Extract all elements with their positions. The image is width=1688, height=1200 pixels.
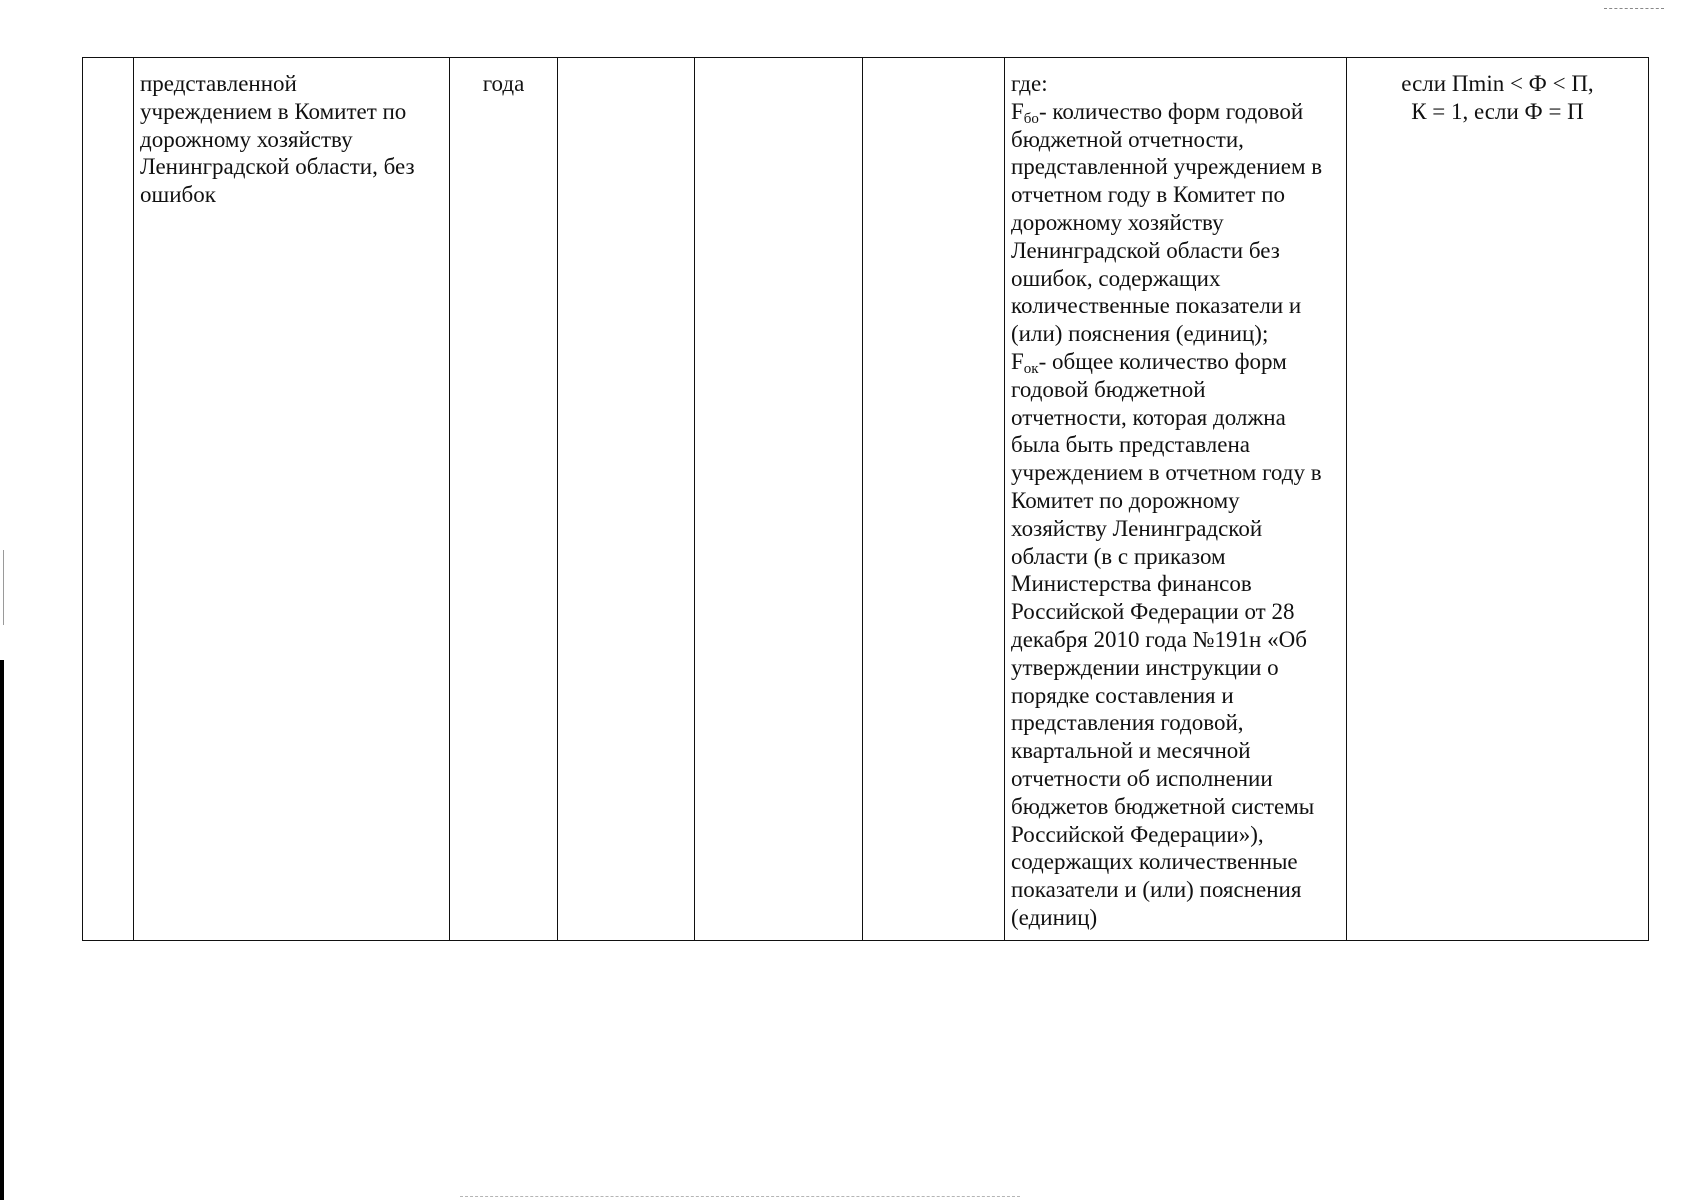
table-row bbox=[83, 58, 1649, 941]
formula-line: Ленинградской области без bbox=[1011, 237, 1280, 263]
cell-number bbox=[83, 58, 134, 941]
formula-line: бюджетной отчетности, bbox=[1011, 126, 1244, 152]
formula-line: отчетности об исполнении bbox=[1011, 765, 1273, 791]
formula-line: Российской Федерации от 28 bbox=[1011, 599, 1295, 625]
cell-indicator-name bbox=[134, 58, 450, 941]
formula-intro: где: bbox=[1011, 71, 1048, 96]
cell-condition bbox=[1347, 58, 1649, 941]
indicator-name-line: представленной bbox=[140, 71, 297, 96]
formula-line: Российской Федерации»), bbox=[1011, 821, 1264, 847]
f-ok-definition-start: - общее количество форм bbox=[1038, 348, 1287, 374]
formula-line: дорожному хозяйству bbox=[1011, 209, 1224, 235]
indicator-name-line: учреждением в Комитет по bbox=[140, 98, 407, 124]
f-bo-subscript: бо bbox=[1023, 110, 1039, 127]
formula-line: количественные показатели и bbox=[1011, 293, 1302, 319]
formula-line: отчетном году в Комитет по bbox=[1011, 182, 1286, 208]
formula-line: была быть представлена bbox=[1011, 432, 1250, 458]
formula-line: представленной учреждением в bbox=[1011, 154, 1323, 180]
f-bo-symbol: F bbox=[1011, 98, 1024, 124]
cell-empty-3 bbox=[863, 58, 1005, 941]
formula-line: области (в с приказом bbox=[1011, 543, 1226, 569]
formula-line: бюджетов бюджетной системы bbox=[1011, 793, 1315, 819]
indicator-name-line: ошибок bbox=[140, 182, 216, 208]
formula-line: Министерства финансов bbox=[1011, 571, 1252, 597]
cell-unit bbox=[450, 58, 558, 941]
formula-line: содержащих количественные bbox=[1011, 849, 1298, 875]
f-ok-symbol: F bbox=[1011, 348, 1024, 374]
scan-edge-faint-line bbox=[3, 550, 4, 625]
scan-bottom-marks bbox=[460, 1196, 1020, 1198]
formula-line: годовой бюджетной bbox=[1011, 376, 1206, 402]
formula-line: отчетности, которая должна bbox=[1011, 404, 1286, 430]
indicator-table bbox=[82, 57, 1649, 941]
condition-line: если Пmin < Ф < П, bbox=[1401, 71, 1594, 96]
indicator-name-line: дорожному хозяйству bbox=[140, 126, 353, 152]
formula-line: (или) пояснения (единиц); bbox=[1011, 321, 1269, 347]
formula-f-ok-first-line bbox=[1011, 348, 1340, 376]
cell-formula-description bbox=[1005, 58, 1347, 941]
formula-f-bo-first-line bbox=[1011, 98, 1340, 126]
formula-line: представления годовой, bbox=[1011, 710, 1244, 736]
f-ok-subscript: ок bbox=[1023, 360, 1039, 377]
formula-line: порядке составления и bbox=[1011, 682, 1234, 708]
scan-corner-marks bbox=[1604, 8, 1664, 11]
formula-line: ошибок, содержащих bbox=[1011, 265, 1221, 291]
f-bo-definition-start: - количество форм годовой bbox=[1038, 98, 1304, 124]
formula-line: хозяйству Ленинградской bbox=[1011, 515, 1263, 541]
formula-line: квартальной и месячной bbox=[1011, 738, 1251, 764]
cell-empty-2 bbox=[695, 58, 863, 941]
unit-text: года bbox=[482, 71, 525, 96]
formula-line: декабря 2010 года №191н «Об bbox=[1011, 626, 1307, 652]
condition-line: К = 1, если Ф = П bbox=[1411, 98, 1584, 124]
formula-line: утверждении инструкции о bbox=[1011, 654, 1279, 680]
indicator-name-line: Ленинградской области, без bbox=[140, 154, 415, 180]
formula-line: (единиц) bbox=[1011, 904, 1098, 930]
formula-line: показатели и (или) пояснения bbox=[1011, 877, 1302, 903]
formula-line: Комитет по дорожному bbox=[1011, 487, 1240, 513]
formula-line: учреждением в отчетном году в bbox=[1011, 460, 1322, 486]
scan-edge-line bbox=[0, 660, 4, 1200]
cell-empty-1 bbox=[558, 58, 695, 941]
